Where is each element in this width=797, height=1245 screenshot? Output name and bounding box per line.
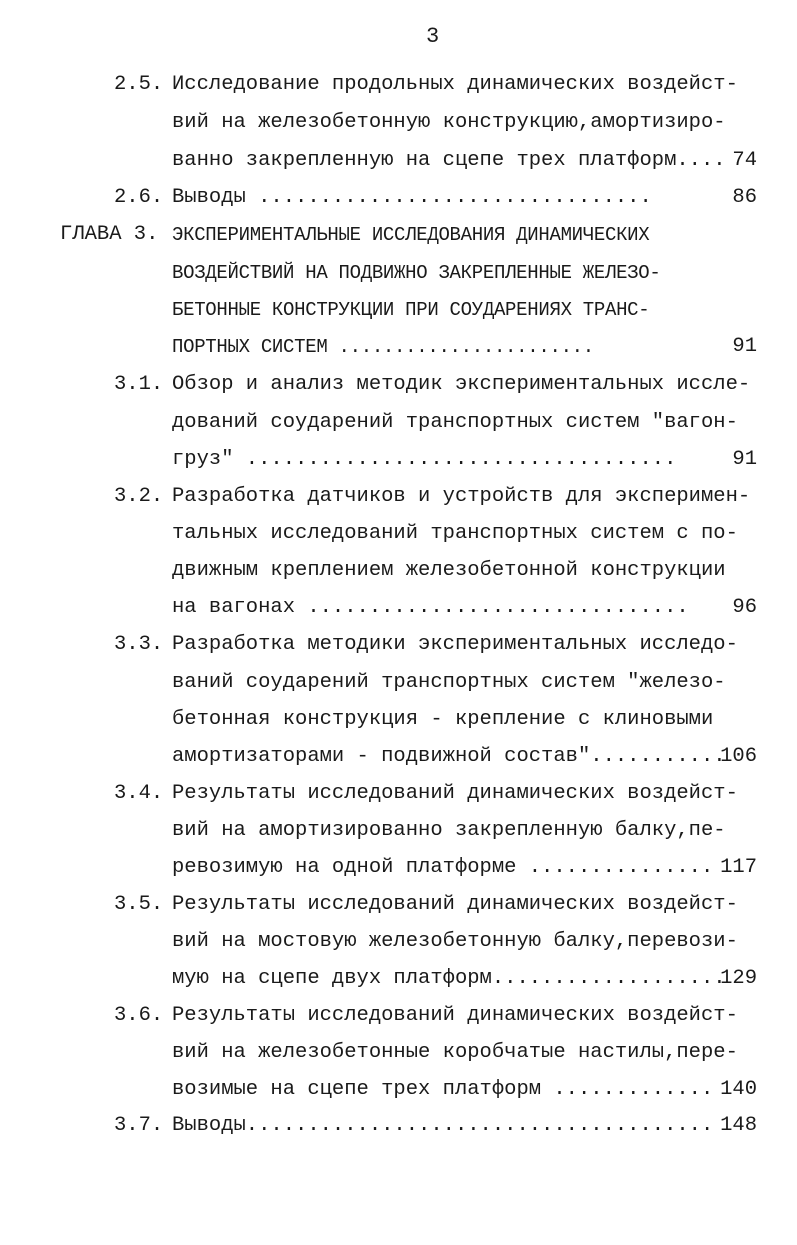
section-title-line: на вагонах ............................... xyxy=(172,596,689,619)
page-reference: 91 xyxy=(732,335,757,358)
page-reference: 140 xyxy=(720,1078,757,1101)
section-title-line: возимые на сцепе трех платформ ............. xyxy=(172,1078,714,1101)
section-title-line: БЕТОННЫЕ КОНСТРУКЦИИ ПРИ СОУДАРЕНИЯХ ТРАНС- xyxy=(172,299,650,321)
section-title-line: ЭКСПЕРИМЕНТАЛЬНЫЕ ИССЛЕДОВАНИЯ ДИНАМИЧЕСКИХ xyxy=(172,224,650,246)
page-reference: 91 xyxy=(732,448,757,471)
section-number: 3.2. xyxy=(114,485,164,508)
section-title-line: ВОЗДЕЙСТВИЙ НА ПОДВИЖНО ЗАКРЕПЛЕННЫЕ ЖЕЛЕЗО- xyxy=(172,262,661,284)
page-reference: 106 xyxy=(720,745,757,768)
page-number: 3 xyxy=(426,24,440,49)
section-title-line: мую на сцепе двух платформ................... xyxy=(172,967,726,990)
section-title-line: Исследование продольных динамических воздейст- xyxy=(172,73,738,96)
section-number: 3.3. xyxy=(114,633,164,656)
section-title-line: Результаты исследований динамических воздейст- xyxy=(172,782,738,805)
section-title-line: груз" ................................... xyxy=(172,448,677,471)
page-reference: 117 xyxy=(720,856,757,879)
section-number: 3.6. xyxy=(114,1004,164,1027)
section-title-line: вий на железобетонную конструкцию,амортизиро- xyxy=(172,111,726,134)
section-number: 3.5. xyxy=(114,893,164,916)
page-reference: 148 xyxy=(720,1114,757,1137)
section-title-line: тальных исследований транспортных систем с по- xyxy=(172,522,738,545)
section-title-line: вий на железобетонные коробчатые настилы,пере- xyxy=(172,1041,738,1064)
section-title-line: вий на амортизированно закрепленную балку,пе- xyxy=(172,819,726,842)
section-title-line: Результаты исследований динамических воздейст- xyxy=(172,893,738,916)
section-title-line: ваний соударений транспортных систем "железо- xyxy=(172,671,726,694)
section-number: 2.6. xyxy=(114,186,164,209)
page-reference: 86 xyxy=(732,186,757,209)
section-title-line: движным креплением железобетонной конструкции xyxy=(172,559,726,582)
section-title-line: бетонная конструкция - крепление с клиновыми xyxy=(172,708,714,731)
section-title-line: Результаты исследований динамических воздейст- xyxy=(172,1004,738,1027)
page-reference: 74 xyxy=(732,149,757,172)
section-number: 3.1. xyxy=(114,373,164,396)
section-title-line: вий на мостовую железобетонную балку,перевози- xyxy=(172,930,738,953)
section-title-line: ПОРТНЫХ СИСТЕМ ....................... xyxy=(172,336,594,358)
section-title-line: дований соударений транспортных систем "вагон- xyxy=(172,411,738,434)
page-reference: 129 xyxy=(720,967,757,990)
section-title-line: Обзор и анализ методик экспериментальных иссле- xyxy=(172,373,751,396)
section-number: 2.5. xyxy=(114,73,164,96)
section-title-line: Выводы...................................... xyxy=(172,1114,714,1137)
chapter-label: ГЛАВА 3. xyxy=(60,223,159,246)
section-number: 3.7. xyxy=(114,1114,164,1137)
page-reference: 96 xyxy=(732,596,757,619)
section-title-line: ревозимую на одной платформе ............... xyxy=(172,856,714,879)
section-title-line: амортизаторами - подвижной состав"........... xyxy=(172,745,726,768)
section-number: 3.4. xyxy=(114,782,164,805)
section-title-line: Разработка датчиков и устройств для эксперимен- xyxy=(172,485,751,508)
section-title-line: ванно закрепленную на сцепе трех платформ.... xyxy=(172,149,726,172)
section-title-line: Разработка методики экспериментальных исследо- xyxy=(172,633,738,656)
section-title-line: Выводы ................................ xyxy=(172,186,652,209)
